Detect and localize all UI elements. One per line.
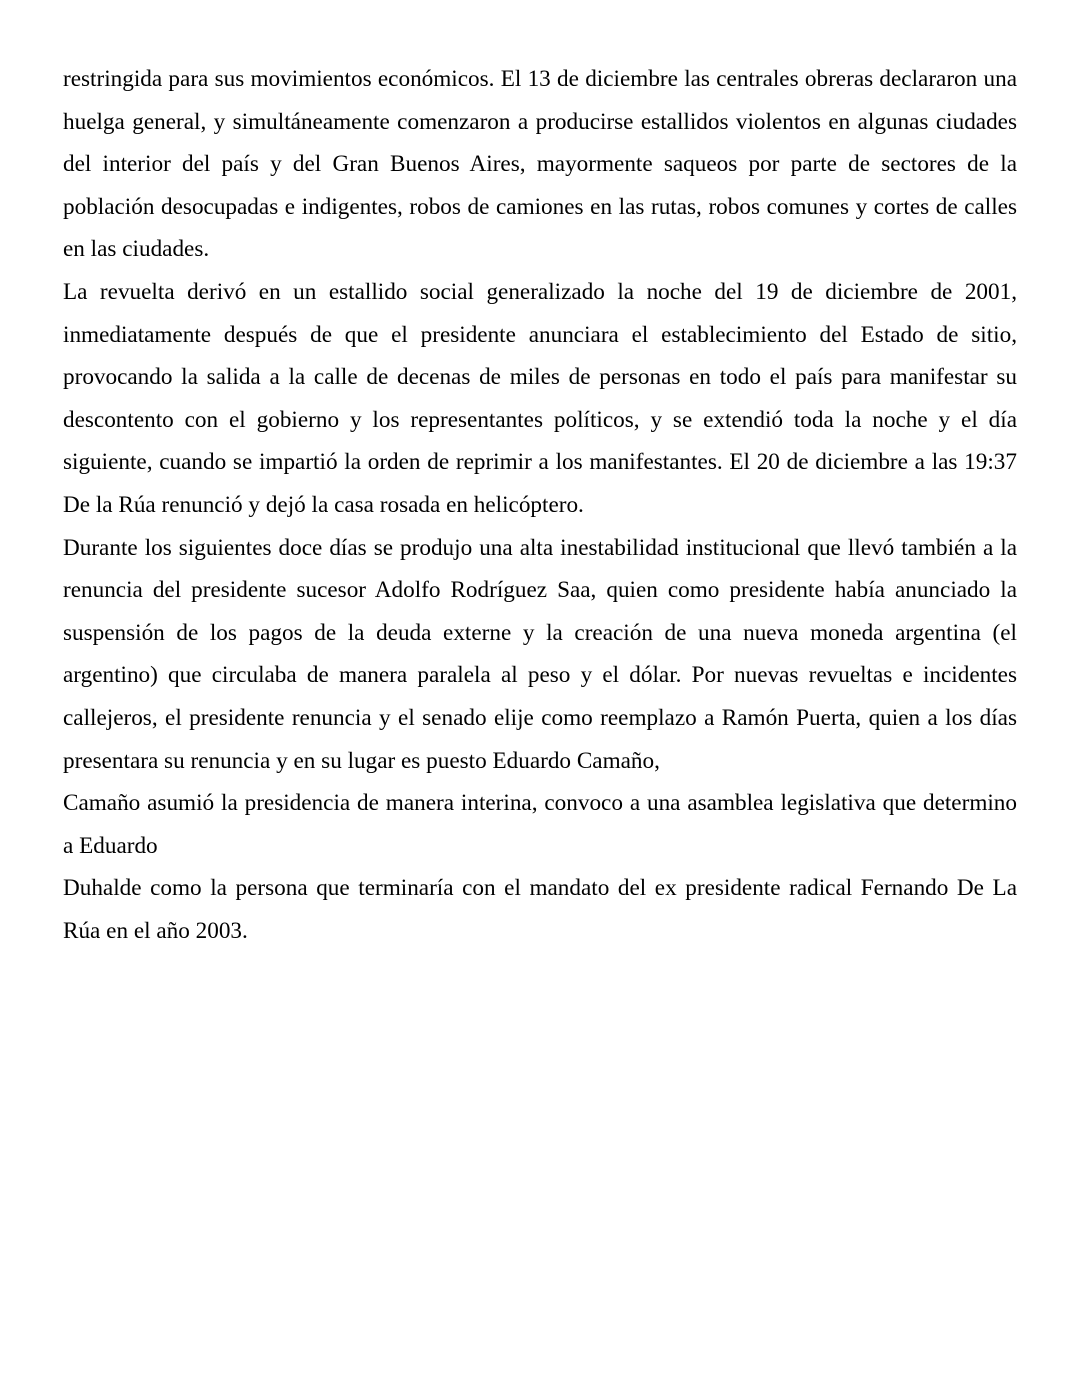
paragraph-4: Camaño asumió la presidencia de manera interina, convoco a una asamblea legislativa que determino a Eduardo — [63, 790, 1017, 859]
paragraph-5: Duhalde como la persona que terminaría con el mandato del ex presidente radical Fernando De La Rúa en el año 2003. — [63, 875, 1017, 944]
paragraph-3: Durante los siguientes doce días se produjo una alta inestabilidad institucional que llevó también a la renuncia del presidente sucesor Adolfo Rodríguez Saa, quien como presidente había anunciado la suspensión de los pagos de la deuda externe y la creación de una nueva moneda argentina (el argentino) que circulaba de manera paralela al peso y el dólar. Por nuevas revueltas e incidentes callejeros, el presidente renuncia y el senado elije como reemplazo a Ramón Puerta, quien a los días presentara su renuncia y en su lugar es puesto Eduardo Camaño, — [63, 534, 1017, 774]
paragraph-1: restringida para sus movimientos económicos. El 13 de diciembre las centrales obreras declararon una huelga general, y simultáneamente comenzaron a producirse estallidos violentos en algunas ciudades del interior del país y del Gran Buenos Aires, mayormente saqueos por parte de sectores de la población desocupadas e indigentes, robos de camiones en las rutas, robos comunes y cortes de calles en las ciudades. — [63, 66, 1017, 263]
paragraph-2: La revuelta derivó en un estallido social generalizado la noche del 19 de diciembre de 2001, inmediatamente después de que el presidente anunciara el establecimiento del Estado de sitio, provocando la salida a la calle de decenas de miles de personas en todo el país para manifestar su descontento con el gobierno y los representantes políticos, y se extendió toda la noche y el día siguiente, cuando se impartió la orden de reprimir a los manifestantes. El 20 de diciembre a las 19:37 De la Rúa renunció y dejó la casa rosada en helicóptero. — [63, 278, 1017, 518]
document-body — [63, 58, 1017, 952]
